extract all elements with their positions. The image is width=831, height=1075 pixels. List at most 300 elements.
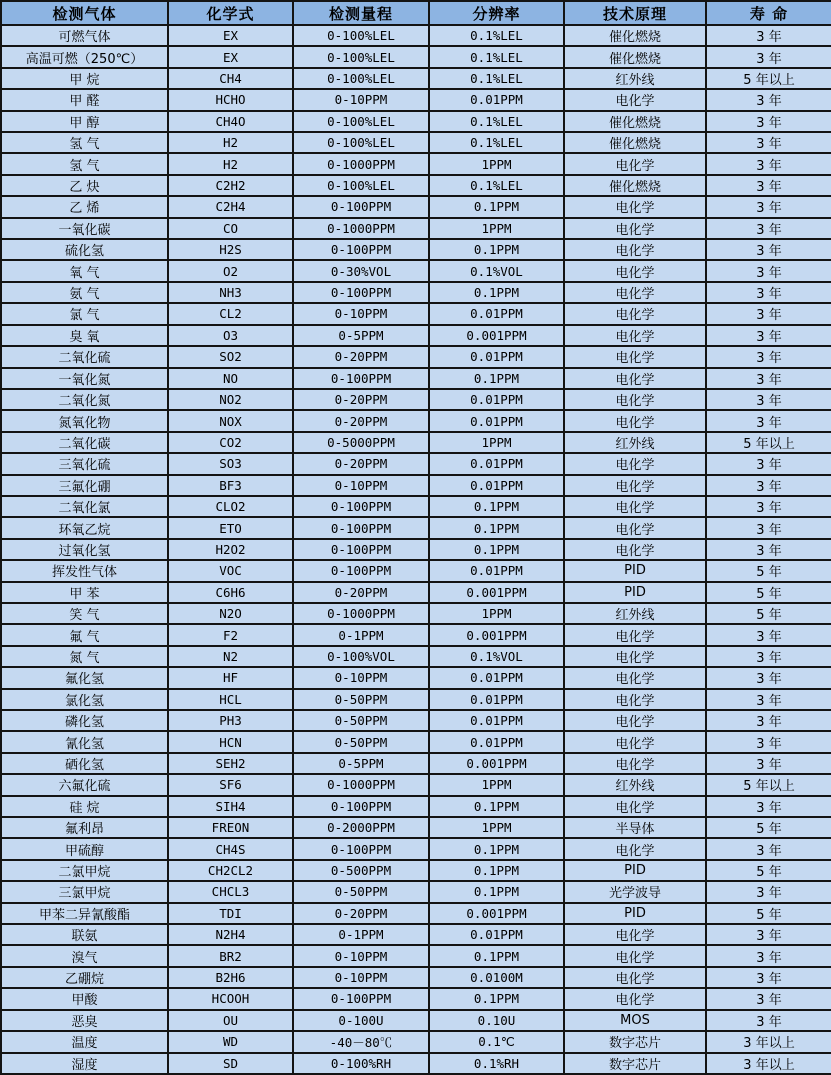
- cell-formula: CO: [168, 218, 293, 239]
- cell-gas-name: 三氯甲烷: [1, 881, 168, 902]
- cell-formula: TDI: [168, 903, 293, 924]
- cell-gas-name: 硒化氢: [1, 753, 168, 774]
- cell-formula: H2S: [168, 239, 293, 260]
- cell-range: 0-1000PPM: [293, 603, 429, 624]
- table-row: [1, 1010, 831, 1031]
- cell-lifespan: 3 年: [706, 346, 831, 367]
- table-row: [1, 945, 831, 966]
- cell-lifespan: 3 年: [706, 218, 831, 239]
- cell-range: 0-100%LEL: [293, 25, 429, 46]
- cell-lifespan: 5 年以上: [706, 68, 831, 89]
- table-row: [1, 89, 831, 110]
- cell-principle: 电化学: [564, 346, 706, 367]
- cell-resolution: 0.1PPM: [429, 196, 564, 217]
- cell-principle: 电化学: [564, 945, 706, 966]
- cell-principle: 电化学: [564, 796, 706, 817]
- cell-range: 0-2000PPM: [293, 817, 429, 838]
- cell-resolution: 0.1PPM: [429, 838, 564, 859]
- cell-gas-name: 乙 烯: [1, 196, 168, 217]
- table-row: [1, 924, 831, 945]
- cell-gas-name: 氰化氢: [1, 731, 168, 752]
- cell-range: 0-50PPM: [293, 881, 429, 902]
- cell-lifespan: 3 年: [706, 753, 831, 774]
- cell-formula: CH2CL2: [168, 860, 293, 881]
- cell-lifespan: 3 年: [706, 132, 831, 153]
- cell-range: 0-100%LEL: [293, 175, 429, 196]
- cell-range: 0-20PPM: [293, 453, 429, 474]
- cell-formula: EX: [168, 25, 293, 46]
- cell-lifespan: 3 年: [706, 1010, 831, 1031]
- cell-resolution: 0.1PPM: [429, 988, 564, 1009]
- cell-formula: HCHO: [168, 89, 293, 110]
- cell-formula: WD: [168, 1031, 293, 1052]
- cell-gas-name: 甲 醇: [1, 111, 168, 132]
- cell-gas-name: 氮氧化物: [1, 410, 168, 431]
- cell-range: 0-100%LEL: [293, 68, 429, 89]
- cell-resolution: 0.01PPM: [429, 731, 564, 752]
- table-row: [1, 410, 831, 431]
- cell-resolution: 1PPM: [429, 218, 564, 239]
- cell-formula: B2H6: [168, 967, 293, 988]
- cell-lifespan: 3 年: [706, 303, 831, 324]
- cell-principle: 半导体: [564, 817, 706, 838]
- cell-principle: 电化学: [564, 496, 706, 517]
- table-row: [1, 389, 831, 410]
- cell-formula: C2H2: [168, 175, 293, 196]
- cell-principle: 数字芯片: [564, 1031, 706, 1052]
- cell-range: 0-10PPM: [293, 667, 429, 688]
- table-row: [1, 432, 831, 453]
- cell-lifespan: 3 年: [706, 46, 831, 67]
- cell-gas-name: 三氟化硼: [1, 475, 168, 496]
- cell-principle: 电化学: [564, 303, 706, 324]
- cell-lifespan: 3 年: [706, 945, 831, 966]
- cell-lifespan: 3 年: [706, 368, 831, 389]
- cell-range: -40－80℃: [293, 1031, 429, 1052]
- cell-range: 0-100%VOL: [293, 646, 429, 667]
- cell-gas-name: 氧 气: [1, 260, 168, 281]
- table-row: [1, 46, 831, 67]
- cell-lifespan: 5 年以上: [706, 432, 831, 453]
- cell-resolution: 0.01PPM: [429, 89, 564, 110]
- table-row: [1, 453, 831, 474]
- cell-gas-name: 甲 苯: [1, 582, 168, 603]
- cell-resolution: 0.1℃: [429, 1031, 564, 1052]
- cell-principle: 催化燃烧: [564, 111, 706, 132]
- cell-range: 0-20PPM: [293, 346, 429, 367]
- cell-principle: 电化学: [564, 838, 706, 859]
- cell-formula: BR2: [168, 945, 293, 966]
- cell-lifespan: 3 年以上: [706, 1031, 831, 1052]
- cell-resolution: 0.1%LEL: [429, 111, 564, 132]
- cell-resolution: 0.1%LEL: [429, 68, 564, 89]
- cell-resolution: 0.01PPM: [429, 453, 564, 474]
- cell-formula: SEH2: [168, 753, 293, 774]
- table-row: [1, 731, 831, 752]
- cell-formula: NOX: [168, 410, 293, 431]
- cell-lifespan: 3 年: [706, 282, 831, 303]
- cell-formula: N2H4: [168, 924, 293, 945]
- cell-range: 0-100PPM: [293, 539, 429, 560]
- header-row: [1, 1, 831, 25]
- cell-principle: 催化燃烧: [564, 46, 706, 67]
- cell-gas-name: 乙 炔: [1, 175, 168, 196]
- cell-formula: O3: [168, 325, 293, 346]
- cell-resolution: 0.01PPM: [429, 475, 564, 496]
- table-row: [1, 325, 831, 346]
- cell-principle: 电化学: [564, 753, 706, 774]
- cell-lifespan: 3 年: [706, 517, 831, 538]
- cell-range: 0-30%VOL: [293, 260, 429, 281]
- cell-resolution: 0.01PPM: [429, 689, 564, 710]
- cell-resolution: 0.001PPM: [429, 325, 564, 346]
- cell-gas-name: 氟 气: [1, 624, 168, 645]
- cell-formula: CL2: [168, 303, 293, 324]
- cell-lifespan: 3 年: [706, 496, 831, 517]
- cell-principle: 电化学: [564, 89, 706, 110]
- table-row: [1, 25, 831, 46]
- cell-gas-name: 挥发性气体: [1, 560, 168, 581]
- cell-range: 0-100PPM: [293, 838, 429, 859]
- cell-principle: 电化学: [564, 453, 706, 474]
- cell-gas-name: 甲 醛: [1, 89, 168, 110]
- cell-formula: EX: [168, 46, 293, 67]
- cell-range: 0-20PPM: [293, 410, 429, 431]
- cell-principle: 电化学: [564, 475, 706, 496]
- cell-lifespan: 5 年: [706, 817, 831, 838]
- cell-principle: 电化学: [564, 988, 706, 1009]
- cell-principle: 红外线: [564, 774, 706, 795]
- table-row: [1, 517, 831, 538]
- cell-formula: C2H4: [168, 196, 293, 217]
- cell-resolution: 0.1PPM: [429, 539, 564, 560]
- cell-gas-name: 磷化氢: [1, 710, 168, 731]
- cell-gas-name: 硫化氢: [1, 239, 168, 260]
- cell-principle: 电化学: [564, 689, 706, 710]
- cell-resolution: 0.01PPM: [429, 410, 564, 431]
- cell-resolution: 0.1PPM: [429, 282, 564, 303]
- cell-gas-name: 过氧化氢: [1, 539, 168, 560]
- cell-principle: 电化学: [564, 196, 706, 217]
- cell-resolution: 0.001PPM: [429, 624, 564, 645]
- table-row: [1, 710, 831, 731]
- cell-gas-name: 硅 烷: [1, 796, 168, 817]
- cell-gas-name: 高温可燃（250℃）: [1, 46, 168, 67]
- cell-range: 0-100%LEL: [293, 111, 429, 132]
- cell-formula: HCN: [168, 731, 293, 752]
- cell-lifespan: 3 年: [706, 646, 831, 667]
- table-row: [1, 239, 831, 260]
- cell-formula: ETO: [168, 517, 293, 538]
- column-header-lifespan: 寿 命: [706, 1, 831, 25]
- cell-resolution: 0.01PPM: [429, 303, 564, 324]
- cell-principle: 电化学: [564, 710, 706, 731]
- column-header-formula: 化学式: [168, 1, 293, 25]
- cell-range: 0-5PPM: [293, 753, 429, 774]
- cell-principle: PID: [564, 582, 706, 603]
- cell-principle: 电化学: [564, 218, 706, 239]
- cell-resolution: 1PPM: [429, 432, 564, 453]
- cell-principle: 光学波导: [564, 881, 706, 902]
- cell-resolution: 0.001PPM: [429, 753, 564, 774]
- cell-gas-name: 二氯甲烷: [1, 860, 168, 881]
- cell-resolution: 0.1%LEL: [429, 132, 564, 153]
- cell-resolution: 1PPM: [429, 817, 564, 838]
- cell-lifespan: 5 年: [706, 582, 831, 603]
- cell-lifespan: 3 年: [706, 89, 831, 110]
- cell-resolution: 0.1PPM: [429, 881, 564, 902]
- cell-formula: SO3: [168, 453, 293, 474]
- table-row: [1, 860, 831, 881]
- table-row: [1, 111, 831, 132]
- cell-formula: NO: [168, 368, 293, 389]
- cell-principle: 电化学: [564, 282, 706, 303]
- table-header: [1, 1, 831, 25]
- cell-range: 0-10PPM: [293, 945, 429, 966]
- cell-principle: 电化学: [564, 389, 706, 410]
- cell-resolution: 1PPM: [429, 774, 564, 795]
- cell-lifespan: 3 年: [706, 967, 831, 988]
- column-header-gas: 检测气体: [1, 1, 168, 25]
- cell-range: 0-1000PPM: [293, 153, 429, 174]
- cell-formula: SO2: [168, 346, 293, 367]
- table-row: [1, 539, 831, 560]
- table-row: [1, 496, 831, 517]
- cell-lifespan: 3 年以上: [706, 1053, 831, 1075]
- cell-resolution: 1PPM: [429, 603, 564, 624]
- cell-gas-name: 一氧化碳: [1, 218, 168, 239]
- cell-formula: C6H6: [168, 582, 293, 603]
- cell-lifespan: 3 年: [706, 924, 831, 945]
- table-row: [1, 303, 831, 324]
- table-row: [1, 796, 831, 817]
- cell-range: 0-100PPM: [293, 988, 429, 1009]
- cell-principle: 电化学: [564, 924, 706, 945]
- cell-gas-name: 臭 氧: [1, 325, 168, 346]
- cell-lifespan: 3 年: [706, 175, 831, 196]
- cell-principle: 电化学: [564, 646, 706, 667]
- cell-formula: NH3: [168, 282, 293, 303]
- cell-formula: PH3: [168, 710, 293, 731]
- cell-gas-name: 环氧乙烷: [1, 517, 168, 538]
- table-row: [1, 753, 831, 774]
- cell-principle: PID: [564, 860, 706, 881]
- cell-resolution: 0.1%VOL: [429, 646, 564, 667]
- cell-resolution: 0.001PPM: [429, 582, 564, 603]
- cell-range: 0-50PPM: [293, 710, 429, 731]
- table-row: [1, 582, 831, 603]
- cell-formula: BF3: [168, 475, 293, 496]
- cell-gas-name: 氢 气: [1, 132, 168, 153]
- cell-range: 0-10PPM: [293, 967, 429, 988]
- cell-range: 0-10PPM: [293, 475, 429, 496]
- cell-lifespan: 5 年: [706, 560, 831, 581]
- cell-lifespan: 3 年: [706, 539, 831, 560]
- cell-resolution: 0.01PPM: [429, 346, 564, 367]
- table-row: [1, 475, 831, 496]
- table-row: [1, 346, 831, 367]
- cell-gas-name: 氯 气: [1, 303, 168, 324]
- cell-gas-name: 可燃气体: [1, 25, 168, 46]
- cell-range: 0-10PPM: [293, 89, 429, 110]
- cell-gas-name: 氮 气: [1, 646, 168, 667]
- cell-range: 0-100PPM: [293, 496, 429, 517]
- column-header-resolution: 分辨率: [429, 1, 564, 25]
- cell-formula: HCL: [168, 689, 293, 710]
- cell-principle: 电化学: [564, 539, 706, 560]
- cell-principle: 电化学: [564, 368, 706, 389]
- cell-gas-name: 甲硫醇: [1, 838, 168, 859]
- table-row: [1, 196, 831, 217]
- cell-formula: CH4S: [168, 838, 293, 859]
- cell-range: 0-1000PPM: [293, 218, 429, 239]
- cell-lifespan: 3 年: [706, 453, 831, 474]
- cell-resolution: 0.01PPM: [429, 389, 564, 410]
- cell-formula: O2: [168, 260, 293, 281]
- cell-resolution: 0.1%VOL: [429, 260, 564, 281]
- cell-range: 0-100U: [293, 1010, 429, 1031]
- cell-range: 0-20PPM: [293, 389, 429, 410]
- cell-formula: CLO2: [168, 496, 293, 517]
- table-row: [1, 1053, 831, 1075]
- table-row: [1, 175, 831, 196]
- cell-principle: 红外线: [564, 68, 706, 89]
- cell-gas-name: 氟利昂: [1, 817, 168, 838]
- cell-resolution: 0.1%LEL: [429, 175, 564, 196]
- cell-range: 0-500PPM: [293, 860, 429, 881]
- cell-resolution: 0.1%LEL: [429, 25, 564, 46]
- cell-formula: CH4O: [168, 111, 293, 132]
- cell-gas-name: 甲 烷: [1, 68, 168, 89]
- cell-lifespan: 3 年: [706, 239, 831, 260]
- cell-gas-name: 恶臭: [1, 1010, 168, 1031]
- cell-range: 0-100%LEL: [293, 46, 429, 67]
- cell-lifespan: 3 年: [706, 389, 831, 410]
- cell-gas-name: 一氧化氮: [1, 368, 168, 389]
- cell-range: 0-100PPM: [293, 239, 429, 260]
- cell-principle: 电化学: [564, 731, 706, 752]
- cell-gas-name: 二氧化氯: [1, 496, 168, 517]
- cell-gas-name: 乙硼烷: [1, 967, 168, 988]
- cell-range: 0-1PPM: [293, 924, 429, 945]
- cell-formula: CO2: [168, 432, 293, 453]
- cell-gas-name: 温度: [1, 1031, 168, 1052]
- cell-lifespan: 3 年: [706, 667, 831, 688]
- cell-resolution: 0.01PPM: [429, 667, 564, 688]
- cell-lifespan: 3 年: [706, 881, 831, 902]
- cell-principle: 红外线: [564, 603, 706, 624]
- table-row: [1, 624, 831, 645]
- cell-lifespan: 3 年: [706, 260, 831, 281]
- cell-principle: 电化学: [564, 239, 706, 260]
- table-row: [1, 260, 831, 281]
- cell-formula: CHCL3: [168, 881, 293, 902]
- cell-range: 0-100%RH: [293, 1053, 429, 1075]
- cell-resolution: 0.1PPM: [429, 796, 564, 817]
- cell-formula: H2: [168, 153, 293, 174]
- cell-principle: 催化燃烧: [564, 132, 706, 153]
- cell-principle: 催化燃烧: [564, 25, 706, 46]
- cell-lifespan: 3 年: [706, 325, 831, 346]
- cell-resolution: 0.1PPM: [429, 517, 564, 538]
- table-row: [1, 646, 831, 667]
- cell-formula: H2: [168, 132, 293, 153]
- table-row: [1, 967, 831, 988]
- cell-formula: CH4: [168, 68, 293, 89]
- cell-lifespan: 3 年: [706, 838, 831, 859]
- table-row: [1, 68, 831, 89]
- cell-range: 0-100PPM: [293, 368, 429, 389]
- cell-resolution: 0.1PPM: [429, 945, 564, 966]
- cell-resolution: 0.1%LEL: [429, 46, 564, 67]
- cell-principle: 电化学: [564, 967, 706, 988]
- table-row: [1, 988, 831, 1009]
- table-row: [1, 667, 831, 688]
- cell-range: 0-1PPM: [293, 624, 429, 645]
- cell-formula: SD: [168, 1053, 293, 1075]
- cell-lifespan: 3 年: [706, 25, 831, 46]
- table-row: [1, 881, 831, 902]
- table-row: [1, 560, 831, 581]
- cell-formula: N2O: [168, 603, 293, 624]
- cell-principle: 电化学: [564, 325, 706, 346]
- cell-gas-name: 氢 气: [1, 153, 168, 174]
- table-row: [1, 817, 831, 838]
- table-row: [1, 153, 831, 174]
- table-row: [1, 903, 831, 924]
- cell-resolution: 0.01PPM: [429, 560, 564, 581]
- cell-gas-name: 笑 气: [1, 603, 168, 624]
- cell-range: 0-20PPM: [293, 582, 429, 603]
- cell-formula: SF6: [168, 774, 293, 795]
- cell-gas-name: 三氧化硫: [1, 453, 168, 474]
- cell-principle: 电化学: [564, 624, 706, 645]
- cell-gas-name: 二氧化氮: [1, 389, 168, 410]
- cell-range: 0-50PPM: [293, 731, 429, 752]
- table-row: [1, 774, 831, 795]
- cell-formula: OU: [168, 1010, 293, 1031]
- column-header-range: 检测量程: [293, 1, 429, 25]
- cell-range: 0-100PPM: [293, 282, 429, 303]
- cell-resolution: 0.1PPM: [429, 496, 564, 517]
- cell-lifespan: 3 年: [706, 111, 831, 132]
- cell-formula: N2: [168, 646, 293, 667]
- cell-gas-name: 氯化氢: [1, 689, 168, 710]
- cell-lifespan: 3 年: [706, 410, 831, 431]
- cell-formula: F2: [168, 624, 293, 645]
- cell-range: 0-100PPM: [293, 196, 429, 217]
- cell-lifespan: 3 年: [706, 624, 831, 645]
- cell-principle: PID: [564, 560, 706, 581]
- cell-resolution: 0.1PPM: [429, 239, 564, 260]
- table-body: [1, 25, 831, 1074]
- cell-principle: 电化学: [564, 260, 706, 281]
- table-row: [1, 1031, 831, 1052]
- cell-resolution: 0.0100M: [429, 967, 564, 988]
- cell-formula: H2O2: [168, 539, 293, 560]
- cell-principle: 数字芯片: [564, 1053, 706, 1075]
- cell-gas-name: 湿度: [1, 1053, 168, 1075]
- cell-lifespan: 3 年: [706, 196, 831, 217]
- cell-resolution: 0.1PPM: [429, 860, 564, 881]
- cell-formula: FREON: [168, 817, 293, 838]
- cell-lifespan: 5 年以上: [706, 774, 831, 795]
- cell-lifespan: 3 年: [706, 988, 831, 1009]
- cell-range: 0-50PPM: [293, 689, 429, 710]
- table-row: [1, 603, 831, 624]
- table-row: [1, 282, 831, 303]
- cell-range: 0-100PPM: [293, 560, 429, 581]
